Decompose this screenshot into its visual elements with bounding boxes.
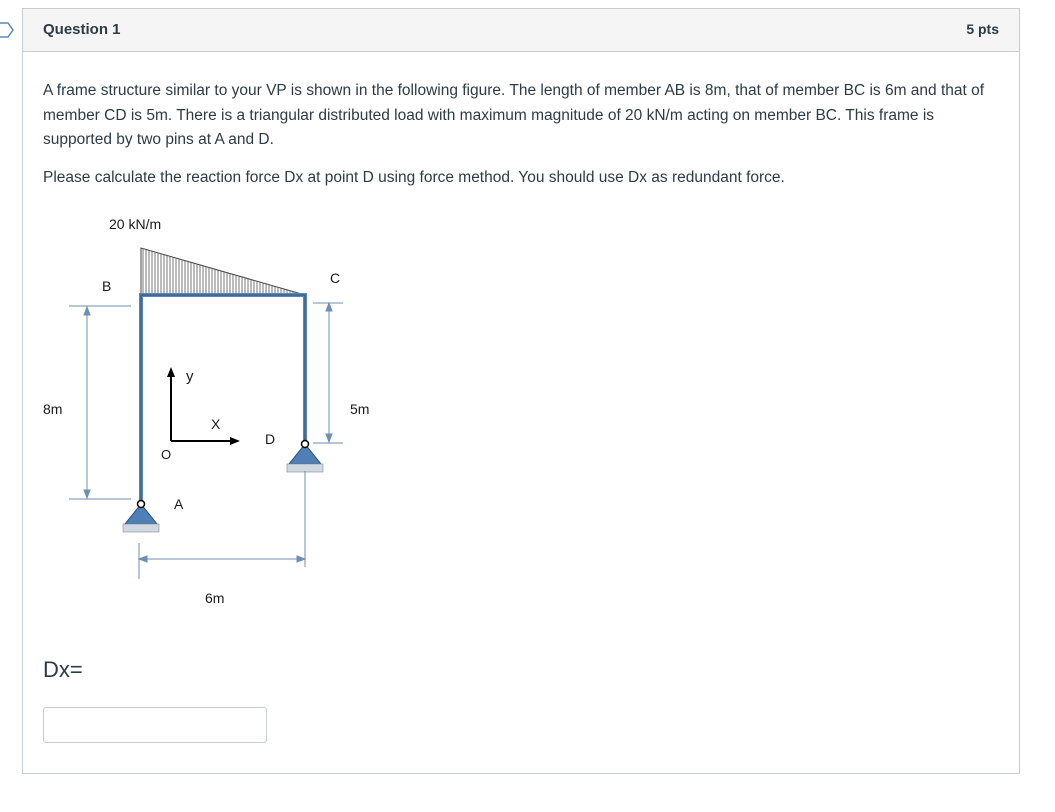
load-label: 20 kN/m	[109, 216, 162, 232]
question-paragraph-2: Please calculate the reaction force Dx at point D using force method. You should use Dx as redundant force.	[43, 168, 785, 186]
dimension-cd	[313, 303, 343, 443]
dimension-ad	[139, 471, 305, 579]
label-o: O	[161, 447, 172, 462]
dimension-ab	[69, 306, 131, 499]
dimension-bottom-label: 6m	[205, 590, 225, 606]
label-a: A	[174, 496, 184, 512]
question-paragraph-1: A frame structure similar to your VP is shown in the following figure. The length of member AB is 8m, that of member BC is 6m and that of member CD is 5m. There is a triangular distributed load with maximum magnitude of 20 kN/m acting on member BC. This frame is supported by two pins at A and D.	[43, 82, 985, 148]
label-b: B	[102, 278, 112, 294]
frame-members	[141, 295, 305, 504]
question-flag-icon	[0, 22, 14, 38]
label-c: C	[330, 270, 341, 286]
question-title: Question 1	[43, 21, 121, 38]
question-header	[23, 9, 1019, 52]
answer-input[interactable]	[43, 707, 267, 743]
question-card	[22, 8, 1020, 774]
pin-support-a	[123, 501, 159, 533]
dimension-right-label: 5m	[350, 401, 370, 417]
dimension-left-label: 8m	[43, 401, 63, 417]
answer-label: Dx=	[43, 657, 83, 682]
question-text	[43, 79, 993, 190]
label-x: X	[211, 416, 221, 432]
pin-support-d	[287, 441, 323, 473]
coordinate-axes	[167, 367, 240, 445]
label-y: y	[186, 368, 194, 385]
label-d: D	[265, 431, 276, 447]
frame-structure-figure	[23, 199, 443, 619]
triangular-load	[141, 248, 305, 295]
question-points: 5 pts	[966, 21, 999, 37]
